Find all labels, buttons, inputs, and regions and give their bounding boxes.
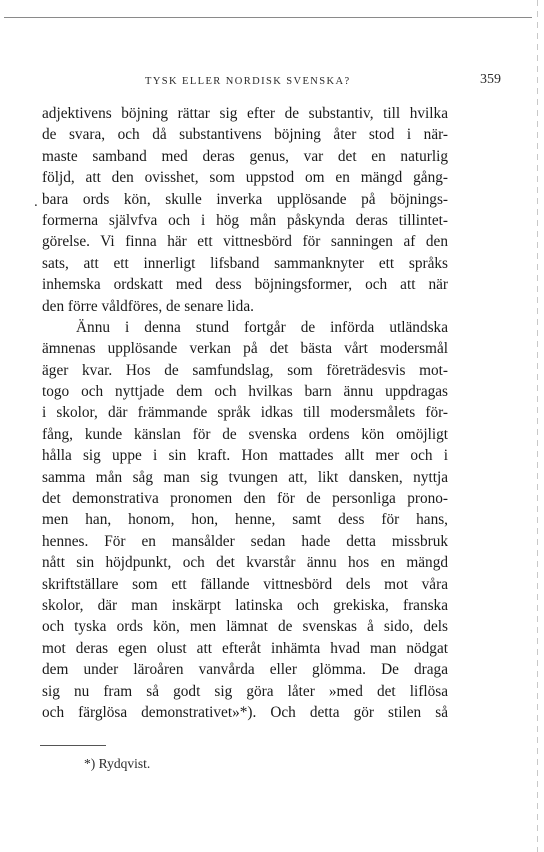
text-line: maste samband med deras genus, var det en naturlig [42,147,448,165]
text-line: men han, honom, hon, henne, samt dess för hans, [42,511,448,529]
body-text [42,103,448,723]
text-line: det demonstrativa pronomen den för de personliga prono- [42,490,448,508]
text-line: samma mån såg man sig tvungen att, likt dansken, nyttja [42,468,448,486]
footnote: *) Rydqvist. [84,756,151,771]
paragraph-start-line: Ännu i denna stund fortgår de införda utländska [76,318,448,336]
text-line: nått sin höjdpunkt, och det kvarstår ännu hos en mängd [42,554,448,572]
footnote-rule [40,745,106,746]
text-line: formerna självfva och i hög mån påskynda deras tillintet- [42,211,448,229]
text-line: följd, att den ovisshet, som uppstod om en mängd gång- [42,169,448,187]
text-line: bara ords kön, skulle inverka upplösande på böjnings- [42,190,448,208]
paragraph-end-line: den förre våldföres, de senare lida. [42,297,254,315]
text-line: hålla sig uppe i sin kraft. Hon mattades allt mer och i [42,447,448,465]
text-line: äger kvar. Hos de samfundslag, som företrädesvis mot- [42,361,448,379]
text-line: hennes. För en mansålder sedan hade detta missbruk [42,532,448,550]
margin-mark: . [34,194,38,210]
text-line: sig nu fram så godt sig göra låter »med det liflösa [42,682,448,700]
text-line: sats, att ett innerligt lifsband sammanknyter ett språks [42,254,448,272]
text-line: skriftställare som ett fällande vittnesbörd dels mot våra [42,575,448,593]
page-edge-line [537,0,538,852]
text-line: i skolor, där främmande språk idkas till modersmålets för- [42,404,448,422]
text-line: adjektivens böjning rättar sig efter de substantiv, till hvilka [42,105,448,122]
text-line: dem under läroåren vanvårda eller glömma. De draga [42,661,448,679]
text-line: fång, kunde känslan för de svenska ordens kön omöjligt [42,425,448,443]
text-line: inhemska ordskatt med dess böjningsformer, och att när [42,276,448,294]
text-line: görelse. Vi finna här ett vittnesbörd för sanningen af den [42,233,448,251]
text-line: och tyska ords kön, men lämnat de svenskas å sido, dels [42,618,448,636]
text-line: ämnenas upplösande verkan på det bästa vårt modersmål [42,340,448,358]
text-line: och färglösa demonstrativet»*). Och detta gör stilen så [42,703,448,721]
running-head: TYSK ELLER NORDISK SVENSKA? [145,76,351,87]
text-line: skolor, där man inskärpt latinska och grekiska, franska [42,596,448,614]
text-line: mot deras egen olust att efteråt inhämta hvad man nödgat [42,639,448,657]
top-rule [4,17,532,18]
text-line: togo och nyttjade dem och hvilkas barn ännu uppdragas [42,383,448,401]
page-number: 359 [480,72,501,87]
text-line: de svara, och då substantivens böjning åter stod i när- [42,126,448,144]
